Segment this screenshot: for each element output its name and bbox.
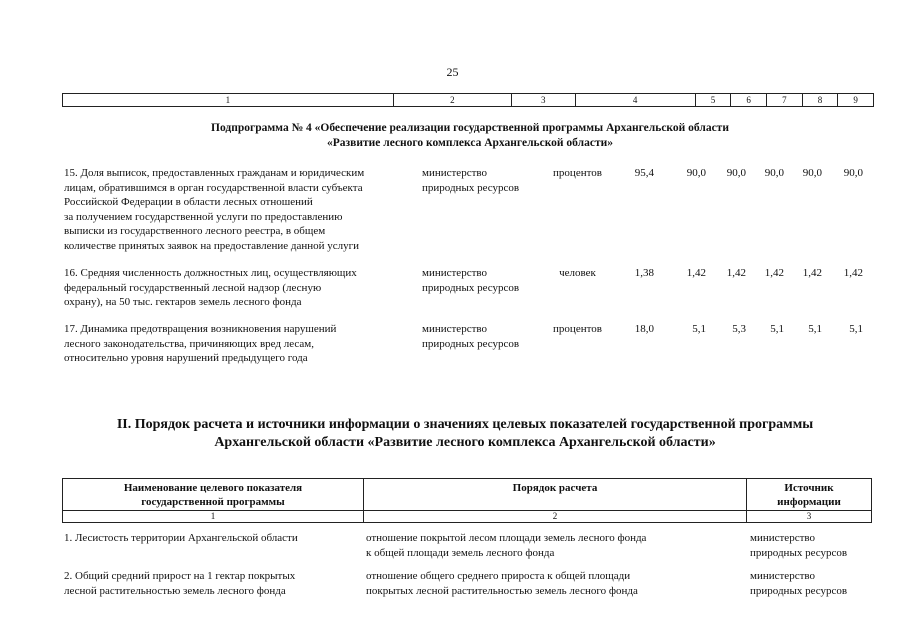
indicator-value: 5,1 bbox=[849, 323, 863, 335]
column-number: 9 bbox=[837, 94, 873, 106]
indicator-ministry: министерство природных ресурсов bbox=[422, 323, 520, 350]
subprogram-title: Подпрограмма № 4 «Обеспечение реализации государственной программы Архангельской области «Развитие лесного комплекса Архангельской области» bbox=[211, 122, 729, 149]
calc-formula: отношение покрытой лесом площади земель лесного фонда к общей площади земель лесного фонда bbox=[366, 532, 647, 559]
indicator-ministry: министерство природных ресурсов bbox=[422, 167, 520, 194]
indicator-value: 90,0 bbox=[764, 167, 784, 179]
indicator-name: 15. Доля выписок, предоставленных гражданам и юридическим лицам, обратившимся в орган государственной власти субъекта Российской Федерации в области лесных отношений за получением государственной услуги по предоставлению выписки из государственного лесного реестра, в общем количестве принятых заявок на предоставление данной услуги bbox=[64, 167, 365, 252]
calc-table-header bbox=[62, 478, 872, 523]
calc-source: министерство природных ресурсов bbox=[750, 570, 848, 597]
column-number: 1 bbox=[225, 95, 231, 105]
indicator-value: 90,0 bbox=[686, 167, 706, 179]
indicator-value: 90,0 bbox=[802, 167, 822, 179]
indicator-unit: процентов bbox=[553, 323, 602, 335]
indicator-value: 1,38 bbox=[634, 267, 654, 279]
calc-indicator-name: 1. Лесистость территории Архангельской области bbox=[64, 532, 298, 544]
indicator-unit: процентов bbox=[553, 167, 602, 179]
header-calc-order: Порядок расчета bbox=[363, 479, 746, 510]
indicator-value: 1,42 bbox=[686, 267, 706, 279]
indicator-value: 5,1 bbox=[692, 323, 706, 335]
indicator-name: 16. Средняя численность должностных лиц, осуществляющих федеральный государственный лесной надзор (лесную охрану), на 50 тыс. гектаров земель лесного фонда bbox=[64, 267, 357, 308]
calc-source: министерство природных ресурсов bbox=[750, 532, 848, 559]
column-number: 1 bbox=[210, 511, 216, 521]
column-number: 7 bbox=[766, 94, 802, 106]
column-number-strip bbox=[62, 93, 874, 107]
column-number: 5 bbox=[695, 94, 731, 106]
column-number: 3 bbox=[511, 94, 575, 106]
page-number: 25 bbox=[446, 65, 459, 79]
table-number-row bbox=[63, 511, 871, 522]
indicator-name: 17. Динамика предотвращения возникновения нарушений лесного законодательства, причиняющих вред лесам, относительно уровня нарушений предыдущего года bbox=[64, 323, 337, 364]
column-number: 2 bbox=[363, 511, 746, 522]
indicator-value: 90,0 bbox=[726, 167, 746, 179]
indicator-value: 5,1 bbox=[770, 323, 784, 335]
table-header-row bbox=[63, 479, 871, 511]
indicator-value: 1,42 bbox=[726, 267, 746, 279]
indicator-value: 95,4 bbox=[634, 167, 654, 179]
indicator-unit: человек bbox=[559, 267, 596, 279]
calc-indicator-name: 2. Общий средний прирост на 1 гектар покрытых лесной растительностью земель лесного фонда bbox=[64, 570, 296, 597]
indicator-value: 1,42 bbox=[764, 267, 784, 279]
column-number: 4 bbox=[575, 94, 695, 106]
indicator-value: 18,0 bbox=[634, 323, 654, 335]
column-number: 3 bbox=[746, 511, 871, 522]
calc-formula: отношение общего среднего прироста к общей площади покрытых лесной растительностью земель лесного фонда bbox=[366, 570, 638, 597]
indicator-value: 5,3 bbox=[732, 323, 746, 335]
column-number: 8 bbox=[802, 94, 838, 106]
column-number: 2 bbox=[393, 94, 511, 106]
header-indicator-name: Наименование целевого показателя государственной программы bbox=[123, 482, 303, 508]
indicator-value: 5,1 bbox=[808, 323, 822, 335]
header-info-source: Источник информации bbox=[746, 479, 871, 510]
indicator-value: 1,42 bbox=[802, 267, 822, 279]
section-title: II. Порядок расчета и источники информации о значениях целевых показателей государственной программы Архангельской области «Развитие лесного комплекса Архангельской области» bbox=[116, 417, 814, 450]
indicator-ministry: министерство природных ресурсов bbox=[422, 267, 520, 294]
column-number: 6 bbox=[730, 94, 766, 106]
indicator-value: 1,42 bbox=[843, 267, 863, 279]
indicator-value: 90,0 bbox=[843, 167, 863, 179]
